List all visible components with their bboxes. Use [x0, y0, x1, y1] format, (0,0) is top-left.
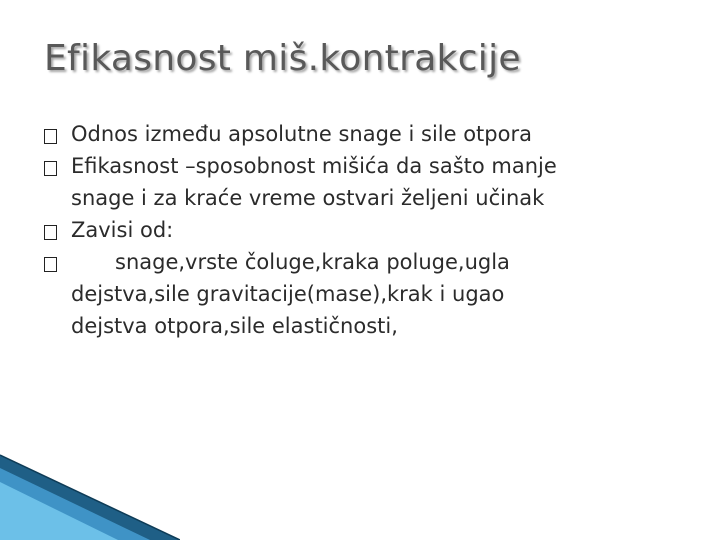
bullet-line: snage,vrste čoluge,kraka poluge,ugla [115, 250, 510, 274]
bullet-item-3 [44, 214, 704, 246]
corner-decoration [0, 450, 180, 540]
bullet-item-1 [44, 118, 704, 150]
bullet-line: dejstva otpora,sile elastičnosti, [71, 314, 398, 338]
slide-title: Efikasnost miš.kontrakcije [44, 38, 521, 79]
bullet-line: Efikasnost –sposobnost mišića da sašto manje [71, 154, 557, 178]
bullet-item-4 [44, 246, 704, 342]
bullet-line: Zavisi od: [71, 218, 174, 242]
bullet-square-icon [44, 257, 57, 272]
bullet-line: Odnos između apsolutne snage i sile otpora [71, 122, 532, 146]
bullet-item-2 [44, 150, 704, 214]
bullet-square-icon [44, 129, 57, 144]
bullet-line: snage i za kraće vreme ostvari željeni učinak [71, 186, 545, 210]
bullet-square-icon [44, 225, 57, 240]
bullet-line: dejstva,sile gravitacije(mase),krak i ugao [71, 282, 505, 306]
bullet-list [44, 118, 704, 342]
bullet-square-icon [44, 161, 57, 176]
